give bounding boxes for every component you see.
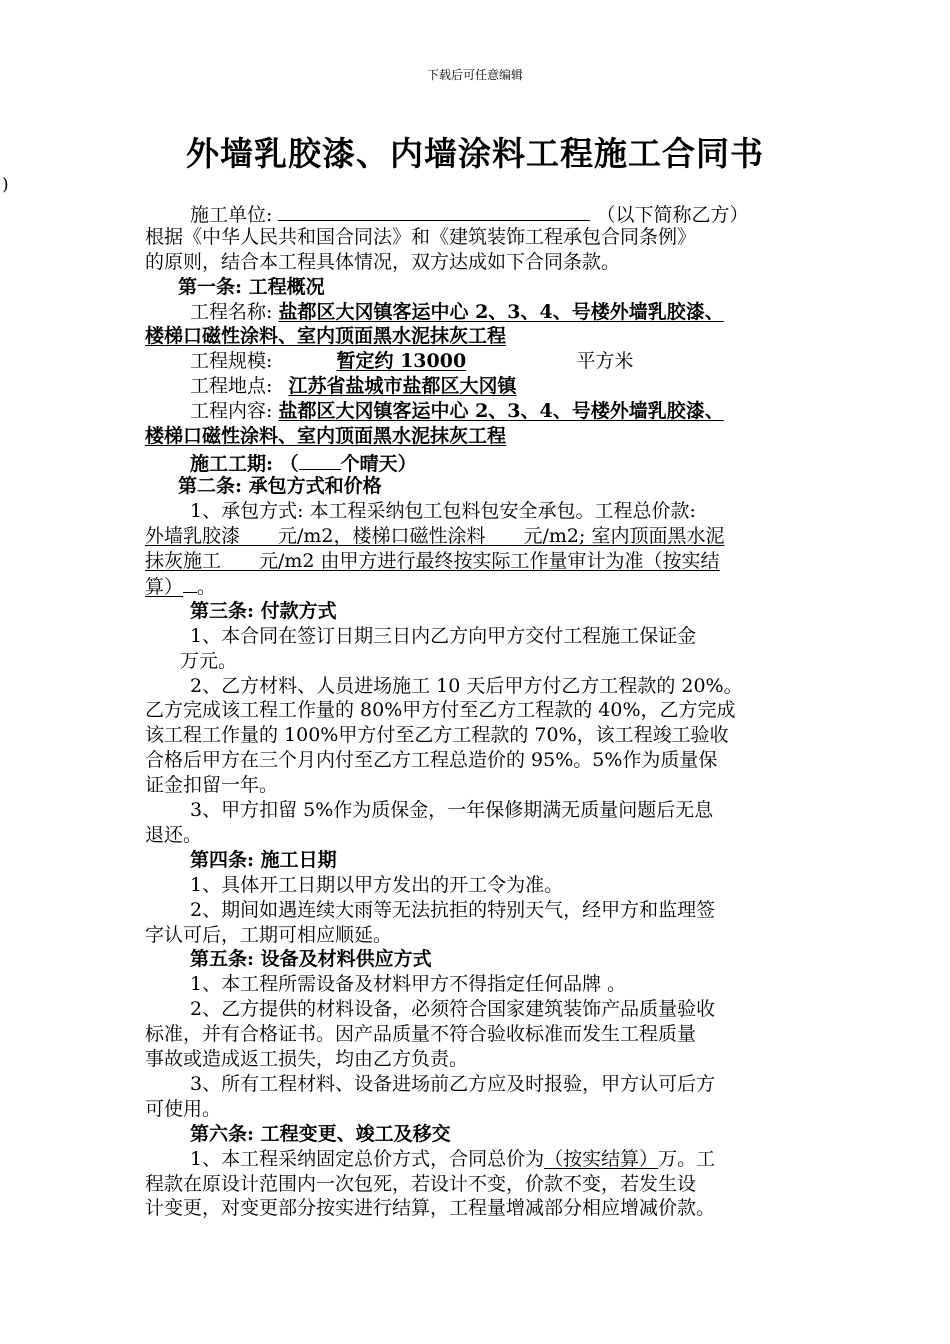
project-site-line: [190, 374, 516, 398]
project-scale-line: [190, 349, 634, 373]
art5-line-4: 事故或造成返工损失，均由乙方负责。: [145, 1048, 469, 1070]
art6-line-1: [190, 1147, 715, 1171]
unit-line: [190, 200, 749, 227]
art2-line-4-underlined: 算）: [145, 576, 184, 598]
project-name-value-1: 盐都区大冈镇客运中心 2、3、4、号楼外墙乳胶漆、: [278, 301, 724, 323]
art6-line-1-price: （按实结算）: [544, 1148, 659, 1170]
project-content-label: 工程内容:: [190, 400, 273, 422]
unit-blank: [278, 200, 590, 221]
art2-line-4-end: 。: [197, 576, 217, 598]
project-scale-unit: 平方米: [576, 350, 634, 372]
art2-line-4-gap: [183, 574, 197, 593]
art3-line-7: 证金扣留一年。: [145, 774, 279, 796]
art2-line-1: 1、承包方式: 本工程采纳包工包料包安全承包。工程总价款:: [190, 500, 696, 522]
project-content-value-1: 盐都区大冈镇客运中心 2、3、4、号楼外墙乳胶漆、: [278, 400, 724, 422]
project-scale-value: 暂定约 13000: [336, 350, 467, 372]
art2-line-3: 抹灰施工 元/m2 由甲方进行最终按实际工作量审计为准（按实结: [145, 550, 720, 572]
project-scale-label: 工程规模:: [190, 350, 273, 372]
art5-line-6: 可使用。: [145, 1098, 222, 1120]
art6-line-1-start: 1、本工程采纳固定总价方式，合同总价为: [190, 1148, 545, 1170]
project-site-value: 江苏省盐城市盐都区大冈镇: [288, 375, 517, 397]
art3-line-1: 1、本合同在签订日期三日内乙方向甲方交付工程施工保证金: [190, 625, 697, 647]
art3-line-9: 退还。: [145, 824, 203, 846]
art4-heading: 第四条: 施工日期: [190, 849, 337, 871]
project-name-value-2: 楼梯口磁性涂料、室内顶面黑水泥抹灰工程: [145, 325, 507, 347]
project-name-label: 工程名称:: [190, 301, 273, 323]
art1-heading: 第一条: 工程概况: [178, 276, 325, 298]
project-period-label: 施工工期: （: [190, 453, 299, 475]
art6-line-1-end: 万。工: [658, 1148, 716, 1170]
art6-line-2: 程款在原设计范围内一次包死，若设计不变，价款不变，若发生设: [145, 1173, 697, 1195]
art2-heading: 第二条: 承包方式和价格: [178, 475, 382, 497]
art6-heading: 第六条: 工程变更、竣工及移交: [190, 1123, 451, 1145]
project-period-blank: [299, 449, 341, 470]
project-name-line: [190, 300, 724, 324]
art6-line-3: 计变更，对变更部分按实进行结算，工程量增减部分相应增减价款。: [145, 1197, 716, 1219]
art5-line-3: 标准，并有合格证书。因产品质量不符合验收标准而发生工程质量: [145, 1023, 697, 1045]
art2-line-4: [145, 574, 216, 599]
art3-line-3: 2、乙方材料、人员进场施工 10 天后甲方付乙方工程款的 20%。: [190, 675, 743, 697]
intro-line-2: 根据《中华人民共和国合同法》和《建筑装饰工程承包合同条例》: [145, 226, 697, 248]
art5-heading: 第五条: 设备及材料供应方式: [190, 948, 432, 970]
art3-line-8: 3、甲方扣留 5%作为质保金，一年保修期满无质量问题后无息: [190, 799, 714, 821]
art2-line-2: 外墙乳胶漆 元/m2，楼梯口磁性涂料 元/m2; 室内顶面黑水泥: [145, 525, 725, 547]
unit-label: 施工单位:: [190, 204, 273, 226]
project-content-line: [190, 399, 724, 423]
project-period-line: [190, 449, 417, 476]
art3-line-5: 该工程工作量的 100%甲方付至乙方工程款的 70%，该工程竣工验收: [145, 724, 729, 746]
art5-line-1: 1、本工程所需设备及材料甲方不得指定任何品牌 。: [190, 973, 627, 995]
intro-line-3: 的原则，结合本工程具体情况，双方达成如下合同条款。: [145, 251, 621, 273]
art4-line-1: 1、具体开工日期以甲方发出的开工令为准。: [190, 874, 564, 896]
project-content-value-2: 楼梯口磁性涂料、室内顶面黑水泥抹灰工程: [145, 425, 507, 447]
margin-mark: ): [2, 175, 9, 195]
header-note: 下载后可任意编辑: [426, 68, 523, 82]
project-site-label: 工程地点:: [190, 375, 273, 397]
art5-line-2: 2、乙方提供的材料设备，必须符合国家建筑装饰产品质量验收: [190, 998, 716, 1020]
art4-line-3: 字认可后，工期可相应顺延。: [145, 924, 393, 946]
document-title: 外墙乳胶漆、内墙涂料工程施工合同书: [186, 134, 764, 173]
art3-line-6: 合格后甲方在三个月内付至乙方工程总造价的 95%。5%作为质量保: [145, 749, 718, 771]
art3-line-2: 万元。: [180, 650, 238, 672]
art3-line-4: 乙方完成该工程工作量的 80%甲方付至乙方工程款的 40%，乙方完成: [145, 699, 736, 721]
art4-line-2: 2、期间如遇连续大雨等无法抗拒的特别天气，经甲方和监理签: [190, 899, 716, 921]
art3-heading: 第三条: 付款方式: [190, 600, 337, 622]
art5-line-5: 3、所有工程材料、设备进场前乙方应及时报验，甲方认可后方: [190, 1073, 716, 1095]
unit-suffix: （以下简称乙方）: [596, 204, 749, 226]
project-period-suffix: 个晴天）: [340, 453, 417, 475]
